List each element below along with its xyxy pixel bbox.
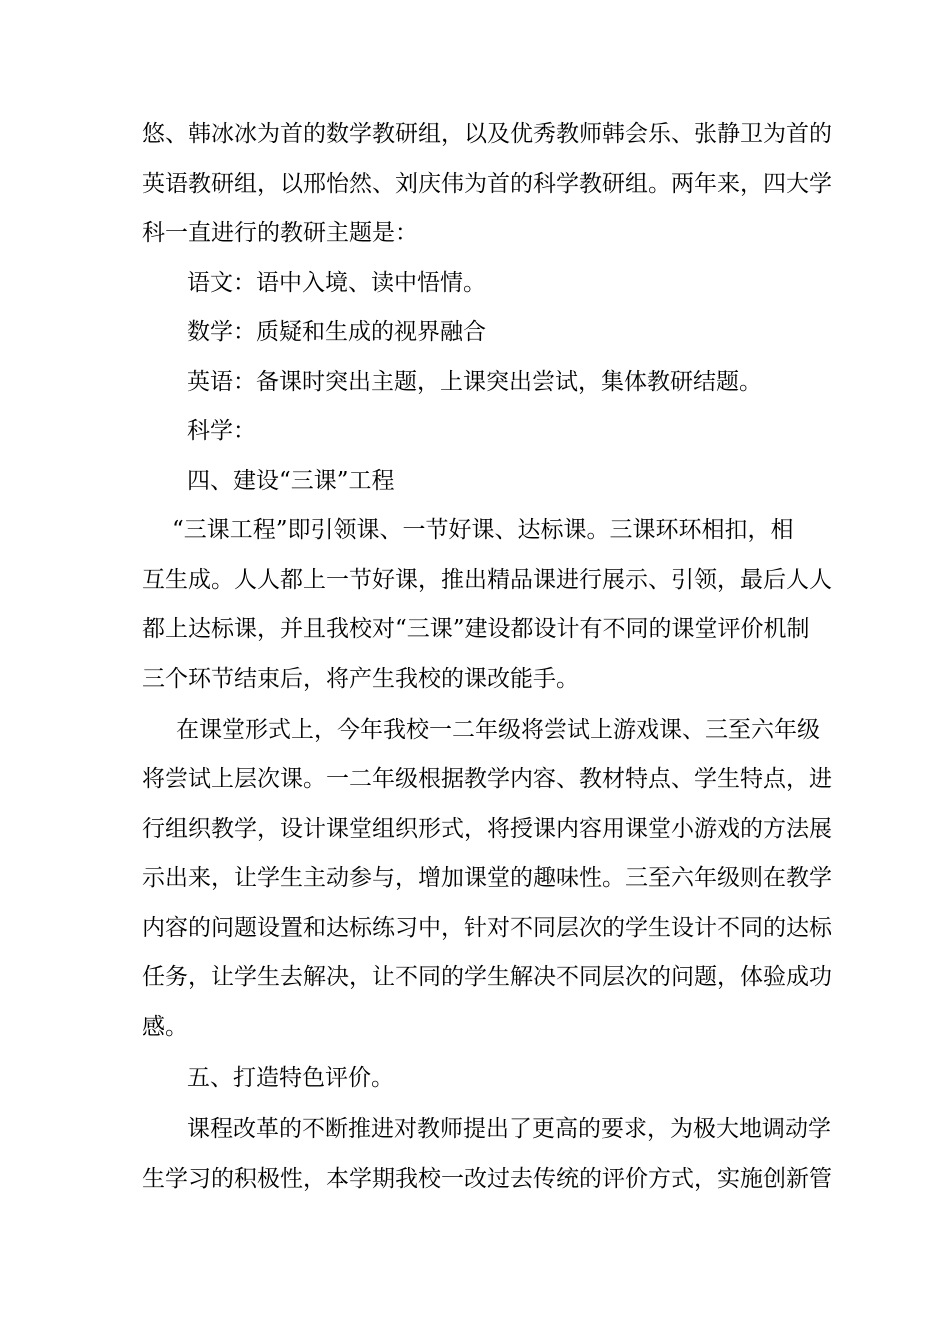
text-line (0, 312, 950, 352)
text-line (0, 263, 950, 303)
text-line (0, 1007, 950, 1047)
text-line (0, 809, 950, 849)
line-text: 数学：质疑和生成的视界融合 (187, 319, 486, 345)
line-text: 四、建设“三课”工程 (187, 468, 395, 494)
text-line (0, 609, 950, 649)
line-text: 将尝试上层次课。一二年级根据教学内容、教材特点、学生特点，进 (142, 766, 832, 792)
text-line (0, 411, 950, 451)
text-line (0, 114, 950, 154)
text-line (0, 908, 950, 948)
line-text: 科学： (187, 418, 256, 444)
text-line (0, 710, 950, 750)
line-text: 都上达标课，并且我校对“三课”建设都设计有不同的课堂评价机制 (142, 616, 810, 642)
line-text: 在课堂形式上，今年我校一二年级将尝试上游戏课、三至六年级 (176, 717, 820, 743)
line-text: 内容的问题设置和达标练习中，针对不同层次的学生设计不同的达标 (142, 915, 832, 941)
line-text: 语文：语中入境、读中悟情。 (187, 270, 486, 296)
line-text: 任务，让学生去解决，让不同的学生解决不同层次的问题，体验成功 (142, 964, 832, 990)
text-line (0, 659, 950, 699)
line-text: 互生成。人人都上一节好课，推出精品课进行展示、引领，最后人人 (142, 567, 832, 593)
text-line (0, 213, 950, 253)
line-text: 行组织教学，设计课堂组织形式，将授课内容用课堂小游戏的方法展 (142, 816, 832, 842)
section-heading (0, 1058, 950, 1098)
text-line (0, 759, 950, 799)
line-text: “三课工程”即引领课、一节好课、达标课。三课环环相扣，相 (172, 517, 794, 543)
text-line (0, 164, 950, 204)
line-text: 英语教研组，以邢怡然、刘庆伟为首的科学教研组。两年来，四大学 (142, 171, 832, 197)
line-text: 五、打造特色评价。 (187, 1065, 394, 1091)
text-line (0, 1159, 950, 1199)
text-line (0, 858, 950, 898)
line-text: 悠、韩冰冰为首的数学教研组，以及优秀教师韩会乐、张静卫为首的 (142, 121, 832, 147)
text-line (0, 1109, 950, 1149)
line-text: 课程改革的不断推进对教师提出了更高的要求，为极大地调动学 (187, 1116, 831, 1142)
line-text: 三个环节结束后，将产生我校的课改能手。 (142, 666, 579, 692)
line-text: 科一直进行的教研主题是： (142, 220, 418, 246)
text-line (0, 510, 950, 550)
line-text: 英语：备课时突出主题，上课突出尝试，集体教研结题。 (187, 369, 762, 395)
text-line (0, 560, 950, 600)
line-text: 感。 (142, 1014, 188, 1040)
text-line (0, 957, 950, 997)
line-text: 示出来，让学生主动参与，增加课堂的趣味性。三至六年级则在教学 (142, 865, 832, 891)
section-heading (0, 461, 950, 501)
line-text: 生学习的积极性，本学期我校一改过去传统的评价方式，实施创新管 (142, 1166, 832, 1192)
text-line (0, 362, 950, 402)
